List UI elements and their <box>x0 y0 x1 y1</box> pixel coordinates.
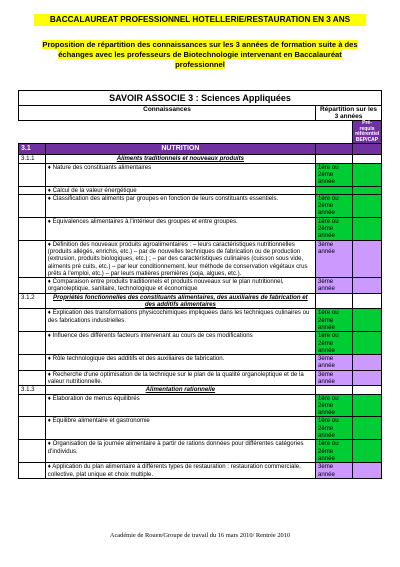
col-connaissances: Connaissances <box>19 106 316 121</box>
knowledge-text: ♦ Equivalences alimentaires à l'intérieur des groupes et entre groupes. <box>45 217 315 240</box>
row-number <box>19 417 46 440</box>
knowledge-text: ♦ Définition des nouveaux produits agroalimentaires : – leurs caractéristiques nutritionnelles (produits allégés, enrichis, etc.) – par de nouvelles techniques de fabrication ou de production (extrusion, produits biologiques, etc.) ; – par des caractéristiques culinaires (cuisson sous vide, aliments pré cuits, etc.) – par leur conditionnement, leur méthode de conservation végétaux crus prêts à l'emploi, etc.) – par leurs matières premières (soja, algues, etc.). <box>45 240 315 277</box>
year-cell: 3ème année <box>315 463 352 479</box>
column-header-row <box>19 106 382 121</box>
table-row <box>19 240 382 277</box>
year-cell <box>315 186 352 194</box>
col-repartition: Répartition sur les 3 années <box>315 106 381 121</box>
prereq-row <box>19 121 382 144</box>
table-row <box>19 355 382 371</box>
prereq-cell <box>353 394 382 417</box>
year-cell: 3ème année <box>315 355 352 371</box>
table-row <box>19 309 382 332</box>
row-number <box>19 217 46 240</box>
row-number <box>19 194 46 217</box>
year-cell: 1ère ou 2ème année <box>315 394 352 417</box>
table-row <box>19 332 382 355</box>
prereq-cell <box>353 370 382 386</box>
table-row <box>19 440 382 463</box>
table-row <box>19 463 382 479</box>
prereq-cell <box>353 186 382 194</box>
table-row <box>19 278 382 294</box>
prereq-cell <box>353 194 382 217</box>
knowledge-text: ♦ Elaboration de menus équilibrés <box>45 394 315 417</box>
prereq-cell <box>353 278 382 294</box>
year-cell: 1ère ou 2ème année <box>315 163 352 186</box>
row-number <box>19 332 46 355</box>
prereq-cell <box>353 440 382 463</box>
row-number <box>19 355 46 371</box>
empty-cell <box>315 155 352 163</box>
prereq-label: Pré-requis référentiel BEP/CAP <box>353 121 382 144</box>
knowledge-text: ♦ Equilibre alimentaire et gastronomie <box>45 417 315 440</box>
row-number <box>19 463 46 479</box>
table-row <box>19 194 382 217</box>
subsection-title: Aliments traditionnels et nouveaux produits <box>45 155 315 163</box>
row-number: 3.1.3 <box>19 386 46 394</box>
table-row <box>19 417 382 440</box>
row-number <box>19 309 46 332</box>
knowledge-text: ♦ Calcul de la valeur énergétique <box>45 186 315 194</box>
empty-cell <box>315 386 352 394</box>
empty-cell <box>315 293 352 309</box>
knowledge-text: ♦ Comparaison entre produits traditionnels et produits nouveaux sur le plan nutritionnel, organoleptique, sanitaire, technologique et économique <box>45 278 315 294</box>
section-number: 3.1 <box>19 144 46 155</box>
prereq-cell <box>353 463 382 479</box>
subsection-row <box>19 293 382 309</box>
knowledge-text: ♦ Influence des différents facteurs intervenant au cours de ces modifications <box>45 332 315 355</box>
year-cell: 1ère ou 2ème année <box>315 440 352 463</box>
knowledge-text: ♦ Classification des aliments par groupes en fonction de leurs constituants essentiels. <box>45 194 315 217</box>
knowledge-text: ♦ Organisation de la journée alimentaire à partir de rations données pour différentes catégories d'individus. <box>45 440 315 463</box>
prereq-cell <box>353 309 382 332</box>
prereq-cell <box>353 332 382 355</box>
year-cell: 1ère ou 2ème année <box>315 417 352 440</box>
subsection-row <box>19 386 382 394</box>
empty-cell <box>353 293 382 309</box>
knowledge-text: ♦ Recherche d'une optimisation de la technique sur le plan de la qualité organoleptique et de la valeur nutritionnelle. <box>45 370 315 386</box>
section-row <box>19 144 382 155</box>
knowledge-table <box>18 90 382 479</box>
row-number <box>19 440 46 463</box>
year-cell: 3ème année <box>315 240 352 277</box>
year-cell: 3ème année <box>315 370 352 386</box>
row-number: 3.1.1 <box>19 155 46 163</box>
subsection-row <box>19 155 382 163</box>
row-number <box>19 163 46 186</box>
empty-cell <box>353 155 382 163</box>
prereq-cell <box>353 163 382 186</box>
year-cell: 1ère ou 2ème année <box>315 194 352 217</box>
year-cell: 1ère ou 2ème année <box>315 332 352 355</box>
prereq-cell <box>353 355 382 371</box>
page-footer: Académie de Rouen/Groupe de travail du 16 mars 2010/ Rentrée 2010 <box>109 532 291 539</box>
knowledge-text: ♦ Explication des transformations physicochimiques impliquées dans les techniques culinaires ou des fabrications industrielles. <box>45 309 315 332</box>
row-number <box>19 370 46 386</box>
year-cell: 3ème année <box>315 278 352 294</box>
table-title: SAVOIR ASSOCIE 3 : Sciences Appliquées <box>19 91 382 106</box>
table-row <box>19 217 382 240</box>
year-cell: 1ère ou 2ème année <box>315 309 352 332</box>
row-number <box>19 278 46 294</box>
subsection-title: Alimentation rationnelle <box>45 386 315 394</box>
knowledge-text: ♦ Application du plan alimentaire à différents types de restauration : restauration commerciale, collective, plat unique et choix multiple. <box>45 463 315 479</box>
row-number <box>19 186 46 194</box>
table-row <box>19 370 382 386</box>
year-cell: 1ère ou 2ème année <box>315 217 352 240</box>
table-title-row <box>19 91 382 106</box>
subtitle-text: Proposition de répartition des connaissances sur les 3 années de formation suite à des échanges avec les professeurs de Biotechnologie intervenant en Baccalauréat professionnel <box>42 40 358 69</box>
knowledge-text: ♦ Rôle technologique des additifs et des auxiliaires de fabrication. <box>45 355 315 371</box>
document-subtitle <box>34 40 366 70</box>
row-number <box>19 394 46 417</box>
table-row <box>19 394 382 417</box>
table-row <box>19 186 382 194</box>
prereq-cell <box>353 417 382 440</box>
document-title: BACCALAUREAT PROFESSIONNEL HOTELLERIE/RESTAURATION EN 3 ANS <box>34 14 366 26</box>
section-title: NUTRITION <box>45 144 315 155</box>
empty-cell <box>353 386 382 394</box>
prereq-cell <box>353 217 382 240</box>
knowledge-text: ♦ Nature des constituants alimentaires <box>45 163 315 186</box>
subsection-title: Propriétés fonctionnelles des constituants alimentaires, des auxiliaires de fabrication et des additifs alimentaires <box>45 293 315 309</box>
table-row <box>19 163 382 186</box>
row-number <box>19 240 46 277</box>
row-number: 3.1.2 <box>19 293 46 309</box>
prereq-cell <box>353 240 382 277</box>
